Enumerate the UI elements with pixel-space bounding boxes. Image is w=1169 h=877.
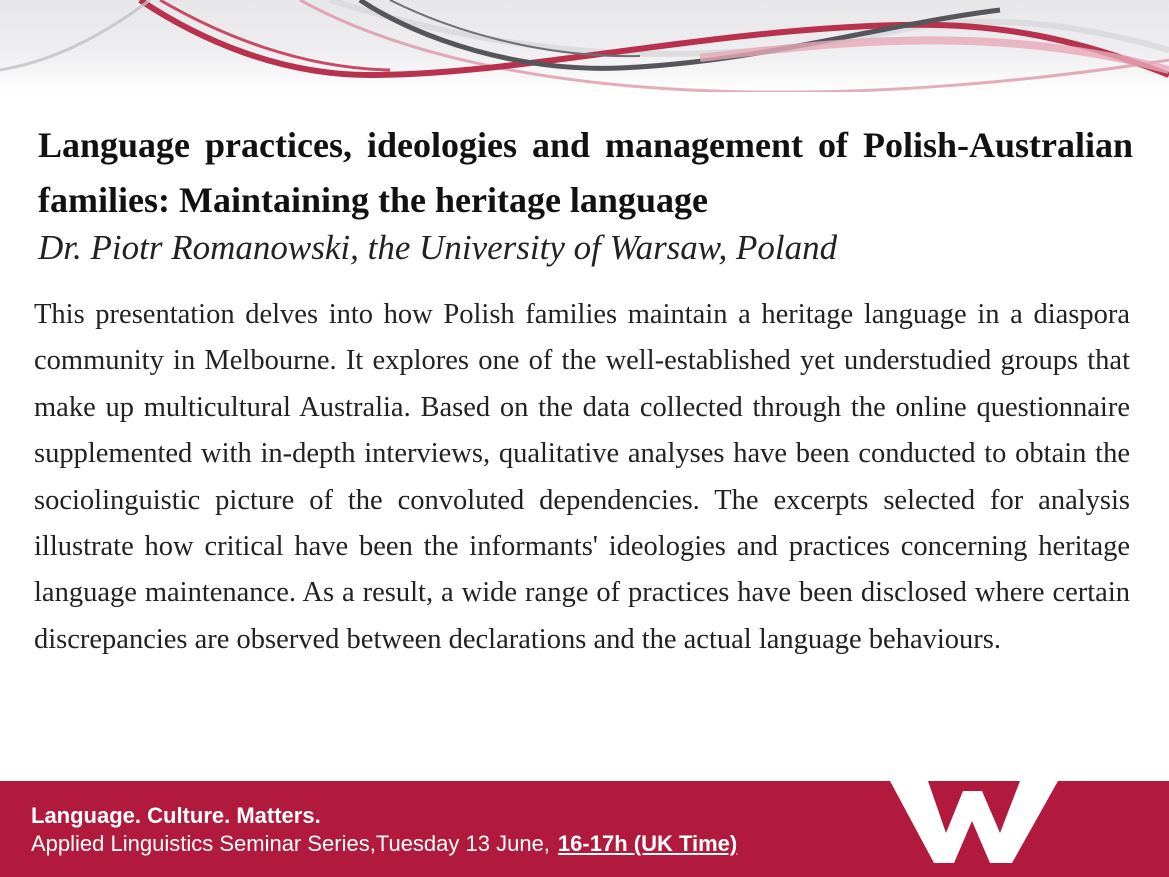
abstract-text: This presentation delves into how Polish families maintain a heritage language in a diaspora community in Melbourne. It explores one of the well-established yet understudied groups that make up multicultural Australia. Based on the data collected through the online questionnaire supplemented with in-depth interviews, qualitative analyses have been conducted to obtain the sociolinguistic picture of the convoluted dependencies. The excerpts selected for analysis illustrate how critical have been the informants' ideologies and practices concerning heritage language maintenance. As a result, a wide range of practices have been disclosed where certain discrepancies are observed between declarations and the actual language behaviours.	[34, 299, 1130, 655]
footer-tagline: Language. Culture. Matters.	[31, 803, 321, 828]
seminar-time: 16-17h (UK Time)	[557, 831, 738, 856]
seminar-series-info	[31, 830, 737, 858]
top-banner	[0, 0, 1169, 92]
talk-title: Language practices, ideologies and management of Polish-Australian families: Maintaining the heritage language	[38, 125, 1133, 220]
w-logo-mark-icon	[890, 781, 1060, 877]
speaker-affiliation: Dr. Piotr Romanowski, the University of Warsaw, Poland	[38, 228, 838, 267]
seminar-series-text: Applied Linguistics Seminar Series,Tuesday 13 June,	[31, 831, 550, 856]
decorative-swoosh	[0, 0, 1169, 92]
footer-banner	[0, 781, 1169, 877]
